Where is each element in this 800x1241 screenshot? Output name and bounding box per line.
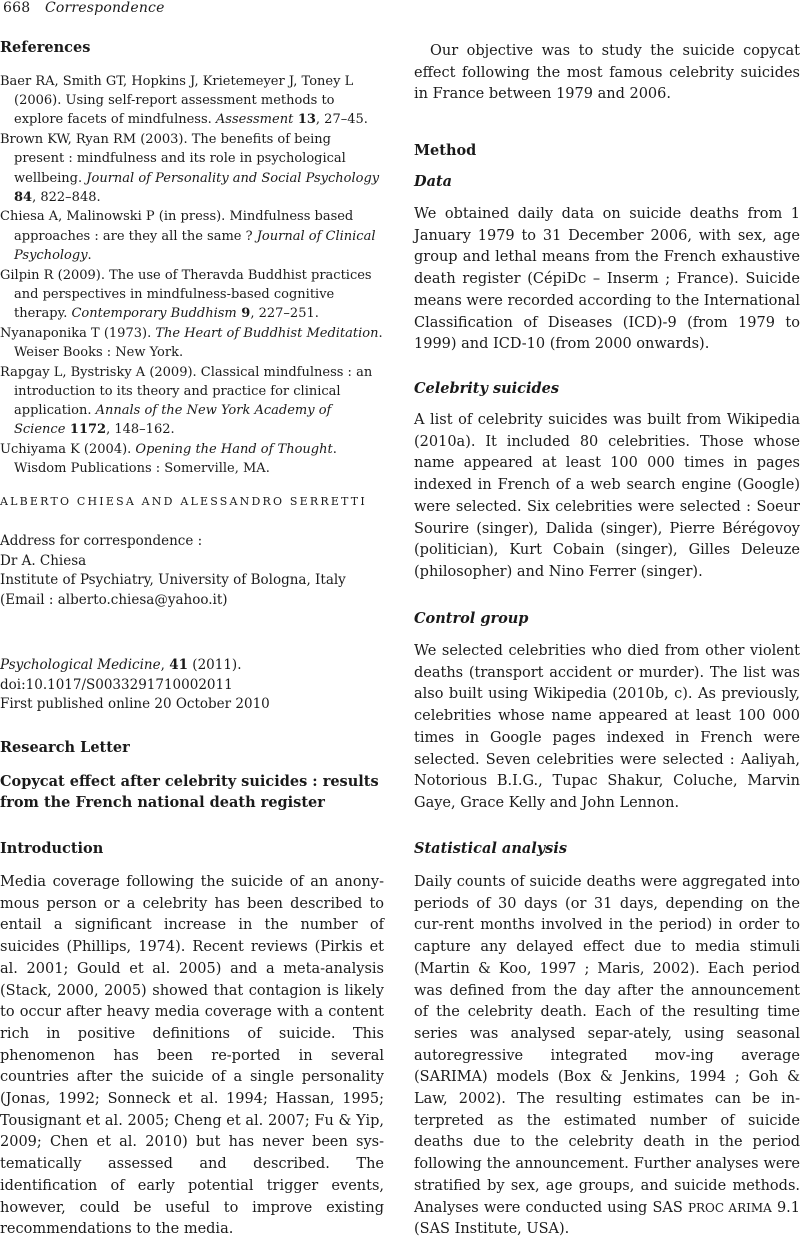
running-head: Correspondence xyxy=(44,0,165,16)
reference-item xyxy=(0,207,384,265)
running-header xyxy=(3,0,165,16)
reference-text: (2003). The benefits of being present : mindfulness and its role in psychological wellbeing. xyxy=(14,132,346,186)
reference-source: Journal of Clinical Psychology xyxy=(14,228,376,263)
reference-volume: 9 xyxy=(236,305,251,321)
reference-authors: Uchiyama K xyxy=(0,441,80,457)
reference-item xyxy=(0,266,384,324)
published-date: First published online 20 October 2010 xyxy=(0,696,270,712)
reference-volume: 1172 xyxy=(65,422,107,438)
statistical-analysis-heading: Statistical analysis xyxy=(414,840,568,857)
journal-volume: 41 xyxy=(169,657,189,673)
reference-pages: . Weiser Books : New York. xyxy=(14,325,383,360)
reference-authors: Rapgay L, Bystrisky A xyxy=(0,364,146,380)
address-label: Address for correspondence : xyxy=(0,533,203,549)
reference-authors: Brown KW, Ryan RM xyxy=(0,132,137,148)
letter-type: Research Letter xyxy=(0,739,130,756)
address-email: (Email : alberto.chiesa@yahoo.it) xyxy=(0,591,228,608)
reference-item xyxy=(0,363,384,440)
publication-info xyxy=(0,656,384,715)
stats-end: 9.1 (SAS Institute, USA). xyxy=(414,1199,800,1238)
data-heading: Data xyxy=(414,173,453,190)
method-heading: Method xyxy=(414,142,477,159)
reference-text: (2006). Using self-report assessment methods to explore facets of mindfulness. xyxy=(14,93,335,128)
reference-pages: . Wisdom Publications : Somerville, MA. xyxy=(14,441,337,477)
address-name: Dr A. Chiesa xyxy=(0,552,87,569)
reference-text: (1973). xyxy=(99,325,156,341)
reference-source: Journal of Personality and Social Psychology xyxy=(86,170,380,186)
reference-item xyxy=(0,324,384,362)
reference-text: (in press). Mindfulness based approaches : are they all the same ? xyxy=(14,209,354,244)
reference-pages: , 148–162. xyxy=(106,422,175,438)
reference-source: Opening the Hand of Thought xyxy=(135,441,333,457)
citation: Psychological Medicine, 41 (2011). xyxy=(0,657,242,673)
reference-text: (2004). xyxy=(79,441,136,457)
reference-source: Annals of the New York Academy of Science xyxy=(14,402,332,438)
page-number: 668 xyxy=(3,0,31,16)
data-paragraph: We obtained daily data on suicide deaths from 1 January 1979 to 31 December 2006, with sex, age group and lethal means from the French exhaustive death register (CépiDc – Inserm ; France). Suicide means were recorded according to the International Classification of Diseases (ICD)-9 (from 1979 to 1999) and ICD-10 (from 2000 onwards). xyxy=(414,206,800,353)
reference-volume: 13 xyxy=(293,112,316,128)
reference-list xyxy=(0,72,384,479)
correspondence-address xyxy=(0,532,384,610)
reference-pages: , 227–251. xyxy=(250,305,319,321)
control-group-heading: Control group xyxy=(414,610,529,627)
reference-authors: Chiesa A, Malinowski P xyxy=(0,209,155,225)
statistical-analysis-paragraph xyxy=(414,872,800,1241)
reference-authors: Nyanaponika T xyxy=(0,325,100,341)
reference-item xyxy=(0,440,384,478)
journal-name: Psychological Medicine xyxy=(0,657,161,673)
journal-year: (2011). xyxy=(188,657,242,673)
celebrity-suicides-heading: Celebrity suicides xyxy=(414,380,560,397)
reference-authors: Baer RA, Smith GT, Hopkins J, Krietemeyer J, Toney L xyxy=(0,74,354,89)
reference-pages: , 27–45. xyxy=(315,112,368,128)
proc-arima-smallcaps: PROC ARIMA xyxy=(687,1200,772,1215)
reference-source: Contemporary Buddhism xyxy=(71,305,237,321)
introduction-paragraph: Media coverage following the suicide of an anony-mous person or a celebrity has been described to entail a significant increase in the number of suicides (Phillips, 1974). Recent reviews (Pirkis et al. 2001; Gould et al. 2005) and a meta-analysis (Stack, 2000, 2005) showed that contagion is likely to occur after heavy media coverage with a content rich in positive definitions of suicide. This phenomenon has been re-ported in several countries after the suicide of a single personality (Jonas, 1992; Sonneck et al. 1994; Hassan, 1995; Tousignant et al. 2005; Cheng et al. 2007; Fu & Yip, 2009; Chen et al. 2010) but has never been sys-tematically assessed and described. The identification of early potential trigger events, however, could be useful to improve existing recommendations to the media. xyxy=(0,874,384,1238)
reference-text: (2009). The use of Theravda Buddhist practices and perspectives in mindfulness-based cognitive therapy. xyxy=(14,267,372,321)
address-institute: Institute of Psychiatry, University of Bologna, Italy xyxy=(0,572,346,588)
letter-authors: ALBERTO CHIESA AND ALESSANDRO SERRETTI xyxy=(0,495,367,508)
stats-text: Daily counts of suicide deaths were aggregated into periods of 30 days (or 31 days, depending on the cur-rent months involved in the period) in order to capture any delayed effect due to media stimuli (Martin & Koo, 1997 ; Maris, 2002). Each period was defined from the day after the announcement of the celebrity death. Each of the resulting time series was analysed separ-ately, using seasonal autoregressive integrated mov-ing average (SARIMA) models (Box & Jenkins, 1994 ; Goh & Law, 2002). The resulting estimates can be in-terpreted as the estimated number of suicide deaths due to the celebrity death in the period following the announcement. Further analyses were stratified by sex, age groups, and suicide methods. Analyses were conducted using SAS xyxy=(414,874,800,1216)
article-title: Copycat effect after celebrity suicides : results from the French national death register xyxy=(0,773,379,811)
reference-pages: , 822–848. xyxy=(32,189,101,205)
reference-item xyxy=(0,130,384,207)
objective-paragraph: Our objective was to study the suicide copycat effect following the most famous celebrity suicides in France between 1979 and 2006. xyxy=(414,43,800,103)
reference-text: (2009). Classical mindfulness : an introduction to its theory and practice for clinical application. xyxy=(14,364,373,418)
doi: doi:10.1017/S0033291710002011 xyxy=(0,676,233,693)
control-paragraph: We selected celebrities who died from other violent deaths (transport accident or murder). The list was also built using Wikipedia (2010b, c). As previously, celebrities whose name appeared at least 100 000 times in Google pages indexed in French were selected. Seven celebrities were selected : Aaliyah, Notorious B.I.G., Tupac Shakur, Coluche, Marvin Gaye, Grace Kelly and John Lennon. xyxy=(414,643,800,811)
reference-item xyxy=(0,72,384,130)
reference-source: The Heart of Buddhist Meditation xyxy=(155,325,379,341)
references-heading: References xyxy=(0,39,91,56)
introduction-heading: Introduction xyxy=(0,840,104,857)
reference-pages: . xyxy=(87,247,92,263)
reference-source: Assessment xyxy=(215,112,294,128)
celebrity-paragraph: A list of celebrity suicides was built from Wikipedia (2010a). It included 80 celebrities. Those whose name appeared at least 100 000 times in pages indexed in French of a web search engine (Google) were selected. Six celebrities were selected : Soeur Sourire (singer), Dalida (singer), Pierre Bérégovoy (politician), Kurt Cobain (singer), Gilles Deleuze (philosopher) and Nino Ferrer (singer). xyxy=(414,412,800,580)
reference-authors: Gilpin R xyxy=(0,267,54,283)
reference-volume: 84 xyxy=(14,189,33,205)
